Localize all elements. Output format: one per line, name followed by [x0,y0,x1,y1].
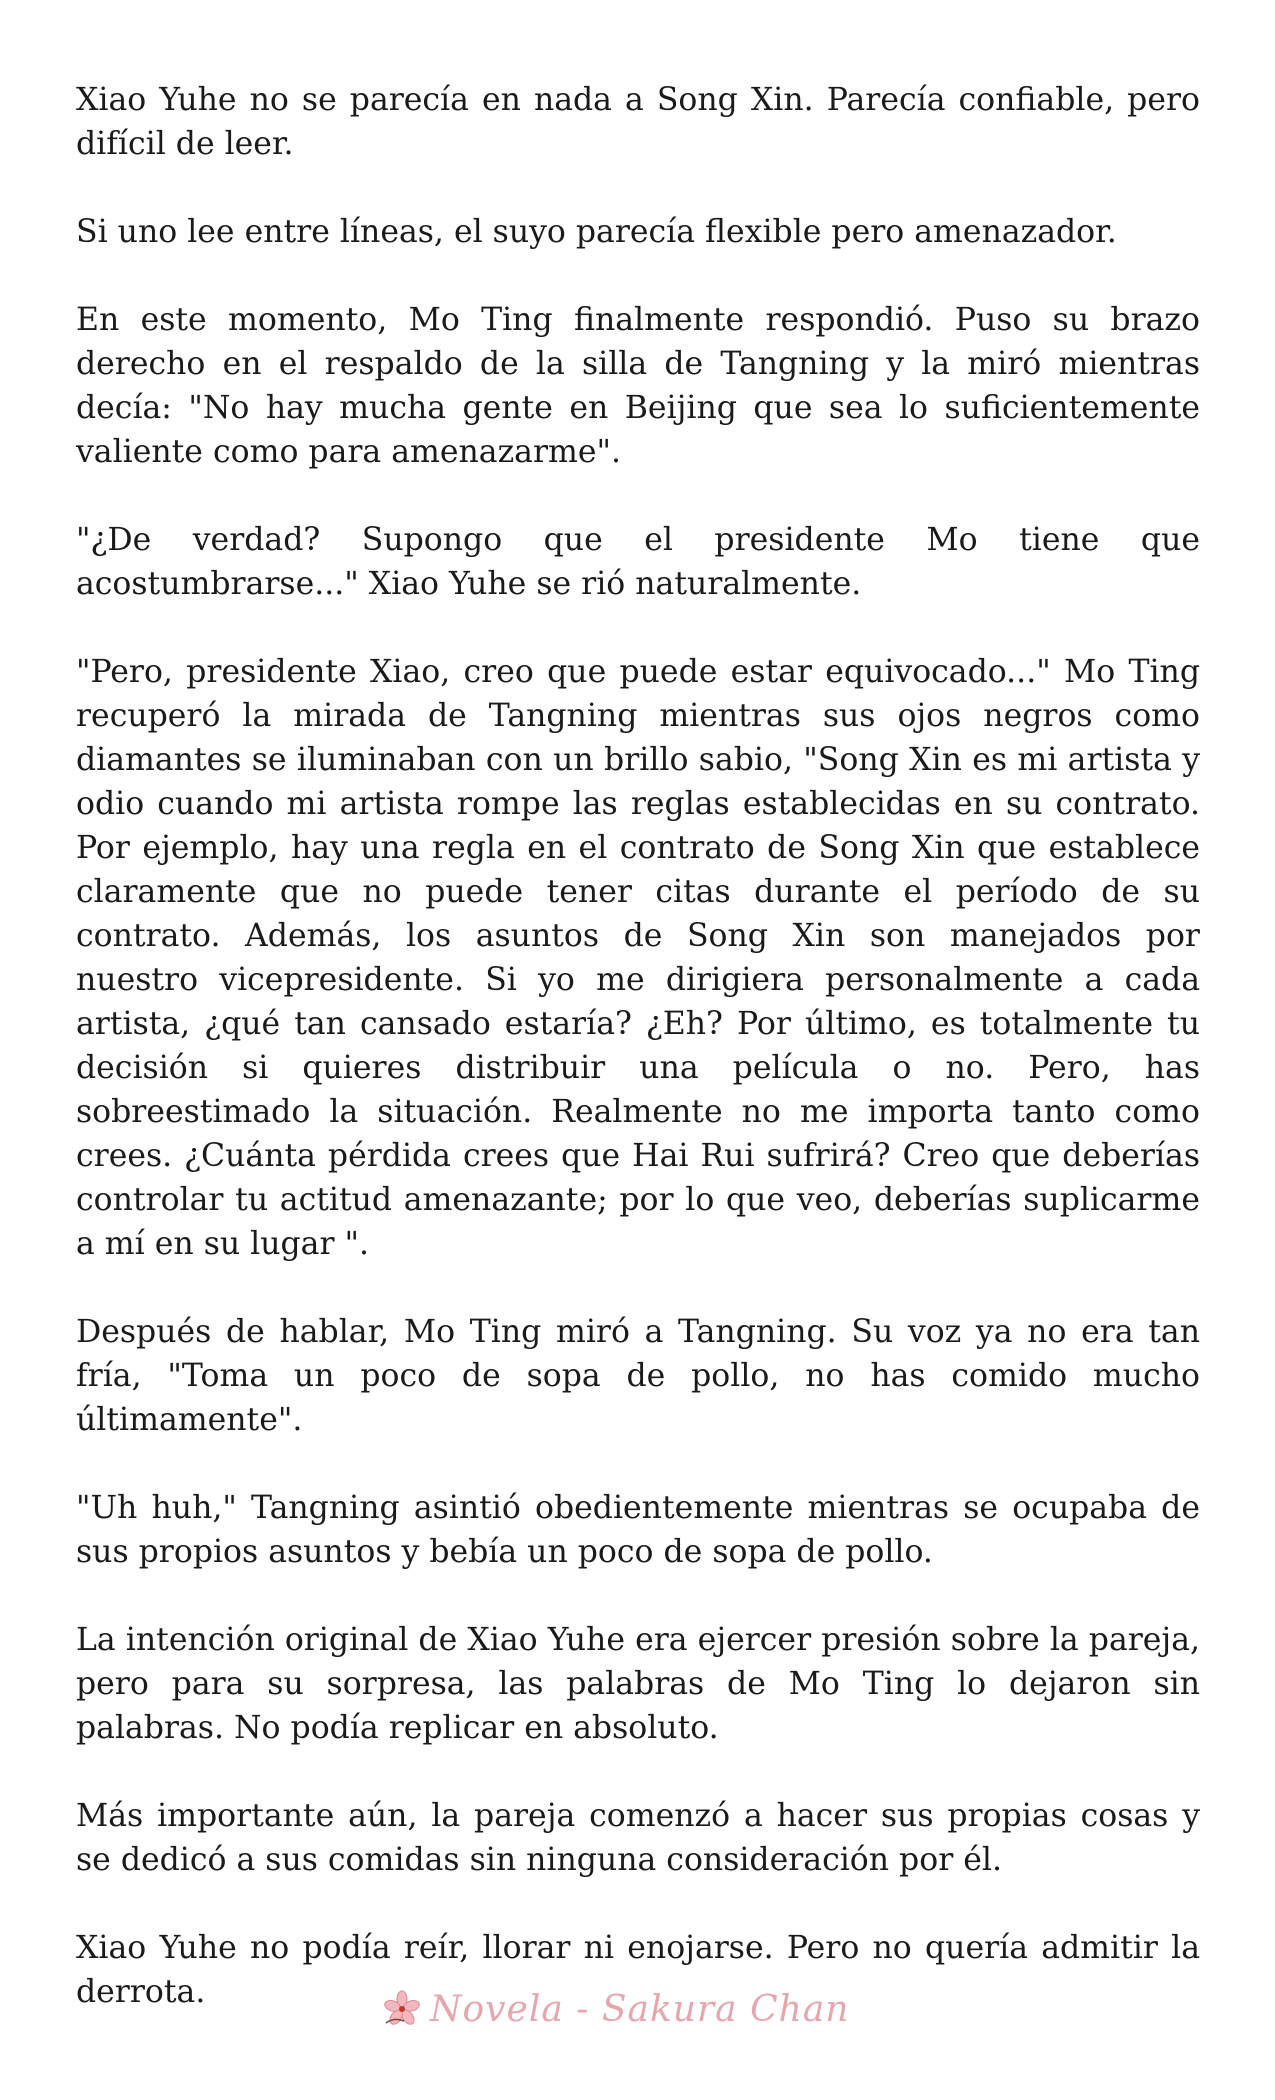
paragraph: Xiao Yuhe no podía reír, llorar ni enojarse. Pero no quería admitir la derrota. [76,1930,1200,2010]
paragraph: Xiao Yuhe no se parecía en nada a Song Xin. Parecía confiable, pero difícil de leer. [76,82,1200,162]
watermark [380,1983,940,2035]
paragraph: "Uh huh," Tangning asintió obedientemente mientras se ocupaba de sus propios asuntos y bebía un poco de sopa de pollo. [76,1490,1200,1570]
paragraph: En este momento, Mo Ting finalmente respondió. Puso su brazo derecho en el respaldo de la silla de Tangning y la miró mientras decía: "No hay mucha gente en Beijing que sea lo suficientemente valiente como para amenazarme". [76,302,1200,470]
paragraph: Si uno lee entre líneas, el suyo parecía flexible pero amenazador. [76,214,1117,250]
sakura-flower-icon [380,1987,424,2031]
paragraph: Más importante aún, la pareja comenzó a hacer sus propias cosas y se dedicó a sus comidas sin ninguna consideración por él. [76,1798,1200,1878]
paragraph: La intención original de Xiao Yuhe era ejercer presión sobre la pareja, pero para su sorpresa, las palabras de Mo Ting lo dejaron sin palabras. No podía replicar en absoluto. [76,1622,1200,1746]
paragraph: "¿De verdad? Supongo que el presidente Mo tiene que acostumbrarse..." Xiao Yuhe se rió naturalmente. [76,522,1200,602]
paragraph: Después de hablar, Mo Ting miró a Tangning. Su voz ya no era tan fría, "Toma un poco de sopa de pollo, no has comido mucho últimamente". [76,1314,1200,1438]
document-body [76,78,1200,2058]
paragraph: "Pero, presidente Xiao, creo que puede estar equivocado..." Mo Ting recuperó la mirada de Tangning mientras sus ojos negros como diamantes se iluminaban con un brillo sabio, "Song Xin es mi artista y odio cuando mi artista rompe las reglas establecidas en su contrato. Por ejemplo, hay una regla en el contrato de Song Xin que establece claramente que no puede tener citas durante el período de su contrato. Además, los asuntos de Song Xin son manejados por nuestro vicepresidente. Si yo me dirigiera personalmente a cada artista, ¿qué tan cansado estaría? ¿Eh? Por último, es totalmente tu decisión si quieres distribuir una película o no. Pero, has sobreestimado la situación. Realmente no me importa tanto como crees. ¿Cuánta pérdida crees que Hai Rui sufrirá? Creo que deberías controlar tu actitud amenazante; por lo que veo, deberías suplicarme a mí en su lugar ". [76,654,1200,1262]
watermark-text: Novela - Sakura Chan [430,1988,850,2030]
